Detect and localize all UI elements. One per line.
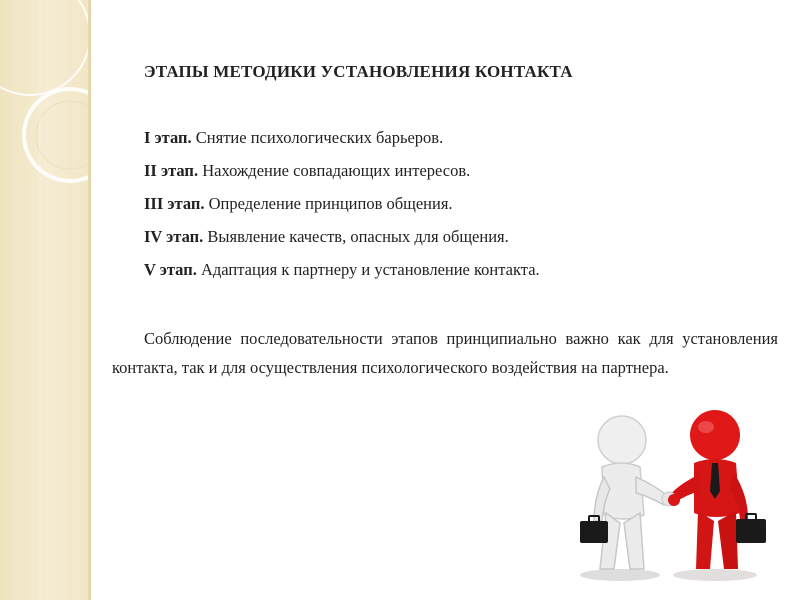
decorative-sidebar (0, 0, 88, 600)
circles-ornament-icon (0, 0, 88, 600)
stage-text: Снятие психологических барьеров. (191, 128, 444, 147)
stage-item (144, 121, 540, 154)
stage-text: Выявление качеств, опасных для общения. (203, 227, 509, 246)
stage-label: I этап. (144, 128, 192, 147)
stage-text: Определение принципов общения. (204, 194, 453, 213)
page-title: ЭТАПЫ МЕТОДИКИ УСТАНОВЛЕНИЯ КОНТАКТА (144, 62, 573, 81)
stage-label: V этап. (144, 260, 197, 279)
stage-label: III этап. (144, 194, 205, 213)
left-figure-shadow (580, 569, 660, 581)
white-figure (580, 416, 668, 569)
stages-list (144, 121, 540, 286)
handshake-illustration (560, 405, 780, 585)
stage-label: II этап. (144, 161, 199, 180)
stage-label: IV этап. (144, 227, 204, 246)
stage-item (144, 220, 540, 253)
stage-text: Адаптация к партнеру и установление контакта. (196, 260, 540, 279)
stage-item (144, 154, 540, 187)
right-figure-shadow (673, 569, 757, 581)
summary-paragraph: Соблюдение последовательности этапов принципиально важно как для установления контакта, так и для осуществления психологического воздействия на партнера. (112, 329, 778, 377)
sidebar-divider (88, 0, 91, 600)
red-figure (670, 410, 766, 569)
handshake-figures-icon (560, 405, 780, 585)
stage-item (144, 253, 540, 286)
stage-text: Нахождение совпадающих интересов. (198, 161, 471, 180)
stage-item (144, 187, 540, 220)
